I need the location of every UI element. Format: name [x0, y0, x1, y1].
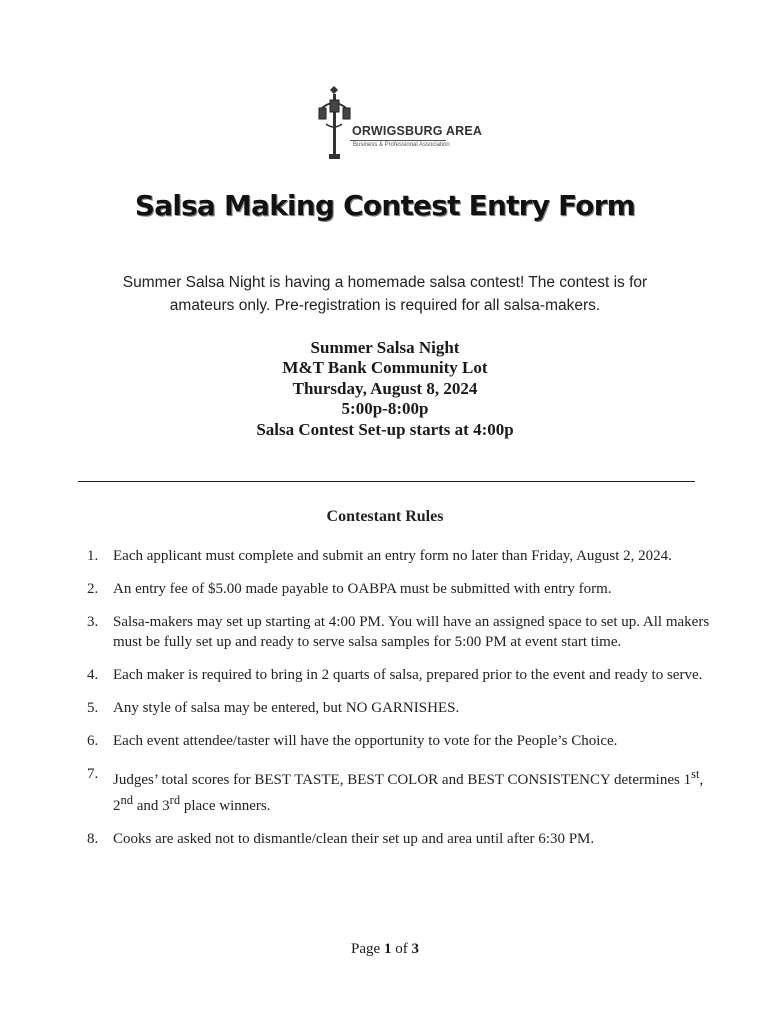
rule-number: 1.: [87, 548, 99, 564]
rule-text-part: , 2: [113, 772, 704, 814]
lamp-post-icon: [318, 84, 352, 162]
rule-item: [87, 764, 712, 816]
logo-divider: [350, 140, 446, 141]
rule-number: 4.: [87, 667, 99, 683]
ordinal-suffix: nd: [120, 793, 133, 807]
rule-text: [113, 767, 704, 814]
rule-text: Each maker is required to bring in 2 quarts of salsa, prepared prior to the event and ready to serve.: [113, 667, 703, 683]
rule-number: 5.: [87, 700, 99, 716]
event-setup-time: Salsa Contest Set-up starts at 4:00p: [256, 419, 514, 439]
rule-item: [87, 829, 712, 849]
rule-item: [87, 731, 712, 751]
rule-number: 3.: [87, 614, 99, 630]
rules-list: [87, 546, 712, 862]
rule-item: [87, 665, 712, 685]
rule-text: Any style of salsa may be entered, but NO GARNISHES.: [113, 700, 460, 716]
page-word: Page: [351, 941, 381, 957]
logo-title: ORWIGSBURG AREA: [352, 124, 483, 138]
intro-line-2: amateurs only. Pre-registration is required for all salsa-makers.: [169, 297, 601, 314]
ordinal-suffix: st: [691, 767, 700, 781]
ordinal-suffix: rd: [169, 793, 181, 807]
page-footer: [0, 941, 770, 958]
rule-text: Each applicant must complete and submit an entry form no later than Friday, August 2, 2024.: [113, 548, 672, 564]
section-divider: [78, 481, 695, 482]
rule-text: Each event attendee/taster will have the opportunity to vote for the People’s Choice.: [113, 733, 618, 749]
rules-heading: Contestant Rules: [326, 508, 444, 525]
rule-number: 8.: [87, 831, 99, 847]
rule-number: 7.: [87, 766, 99, 782]
rule-item: [87, 698, 712, 718]
rule-text-part: place winners.: [180, 798, 271, 814]
logo-subtitle: Business & Professional Association: [353, 142, 450, 148]
event-details: [0, 338, 770, 440]
page-number: 1: [383, 941, 392, 957]
rule-text-part: and 3: [133, 798, 170, 814]
event-name: Summer Salsa Night: [310, 338, 460, 357]
of-word: of: [395, 941, 408, 957]
event-date: Thursday, August 8, 2024: [292, 378, 478, 398]
rule-text: Cooks are asked not to dismantle/clean their set up and area until after 6:30 PM.: [113, 831, 595, 847]
rule-text-part: Judges’ total scores for BEST TASTE, BEST COLOR and BEST CONSISTENCY determines 1: [113, 772, 692, 788]
page-total: 3: [411, 941, 419, 957]
intro-line-1: Summer Salsa Night is having a homemade salsa contest! The contest is for: [122, 274, 648, 291]
association-logo: [318, 84, 483, 162]
rule-item: [87, 612, 712, 652]
rule-item: [87, 579, 712, 599]
rule-item: [87, 546, 712, 566]
rule-number: 6.: [87, 733, 99, 749]
rule-number: 2.: [87, 581, 99, 597]
rule-text: Salsa-makers may set up starting at 4:00 PM. You will have an assigned space to set up. All makers must be fully set up and ready to serve salsa samples for 5:00 PM at event start time.: [113, 614, 710, 650]
event-location: M&T Bank Community Lot: [282, 358, 488, 378]
rule-text: An entry fee of $5.00 made payable to OABPA must be submitted with entry form.: [113, 581, 612, 597]
intro-paragraph: [80, 271, 690, 317]
event-time: 5:00p-8:00p: [341, 399, 429, 419]
form-title: Salsa Making Contest Entry Form: [134, 189, 636, 222]
